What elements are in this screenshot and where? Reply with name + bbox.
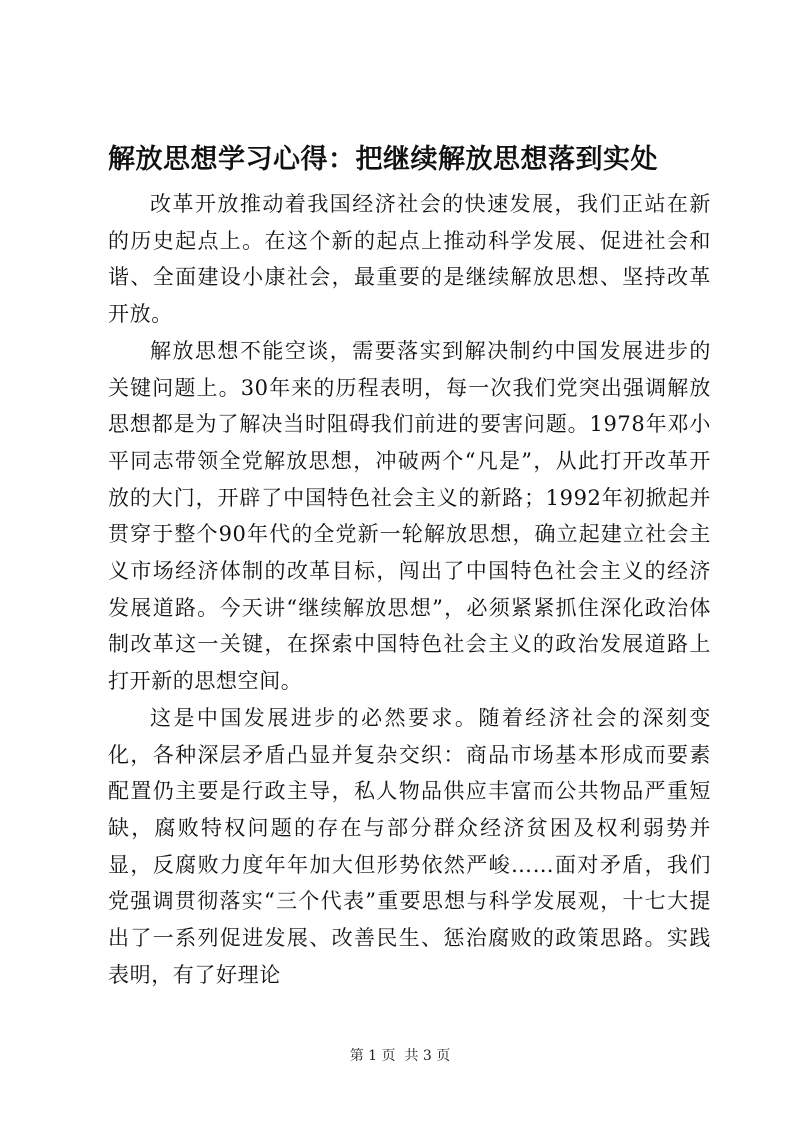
page-number-footer: 第 1 页 共 3 页 [349, 1048, 451, 1064]
paragraph-3: 这是中国发展进步的必然要求。随着经济社会的深刻变化，各种深层矛盾凸显并复杂交织：商品市场基本形成而要素配置仍主要是行政主导，私人物品供应丰富而公共物品严重短缺，腐败特权问题的存在与部分群众经济贫困及权利弱势并显，反腐败力度年年加大但形势依然严峻……面对矛盾，我们党强调贯彻落实“三个代表”重要思想与科学发展观，十七大提出了一系列促进发展、改善民生、惩治腐败的政策思路。实践表明，有了好理论 [108, 705, 711, 987]
paragraph-1: 改革开放推动着我国经济社会的快速发展，我们正站在新的历史起点上。在这个新的起点上推动科学发展、促进社会和谐、全面建设小康社会，最重要的是继续解放思想、坚持改革开放。 [108, 192, 711, 327]
paragraph-2: 解放思想不能空谈，需要落实到解决制约中国发展进步的关键问题上。30年来的历程表明，每一次我们党突出强调解放思想都是为了解决当时阻碍我们前进的要害问题。1978年邓小平同志带领全党解放思想，冲破两个“凡是”，从此打开改革开放的大门，开辟了中国特色社会主义的新路；1992年初掀起并贯穿于整个90年代的全党新一轮解放思想，确立起建立社会主义市场经济体制的改革目标，闯出了中国特色社会主义的经济发展道路。今天讲“继续解放思想”，必须紧紧抓住深化政治体制改革这一关键，在探索中国特色社会主义的政治发展道路上打开新的思想空间。 [108, 338, 711, 694]
document-body [108, 186, 711, 993]
document-title: 解放思想学习心得：把继续解放思想落到实处 [108, 144, 658, 175]
